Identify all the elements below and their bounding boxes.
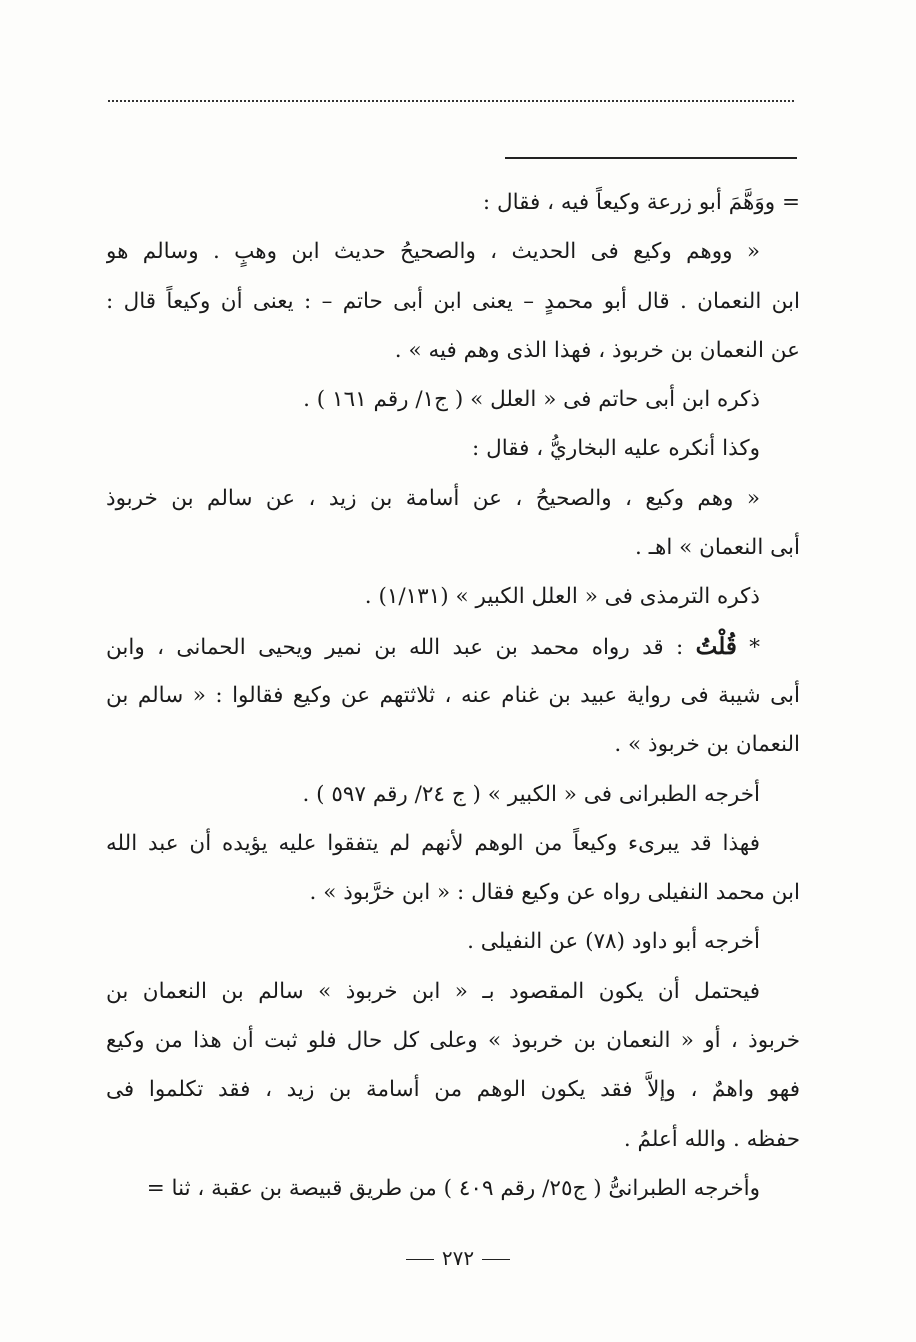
text-line-3: ابن النعمان . قال أبو محمدٍ – يعنى ابن أبى حاتم – : يعنى أن وكيعاً قال : (106, 288, 800, 314)
text-line-13: أخرجه الطبرانى فى « الكبير » ( ج ٢٤/ رقم ٥٩٧ ) . (302, 781, 760, 807)
text-line-4: عن النعمان بن خربوذ ، فهذا الذى وهم فيه » . (394, 337, 800, 363)
page-number-value: ٢٧٢ (441, 1246, 475, 1270)
text-line-7: « وهم وكيع ، والصحيحُ ، عن أسامة بن زيد ، عن سالم بن خربوذ (106, 485, 760, 511)
text-line-16: أخرجه أبو داود (٧٨) عن النفيلى . (467, 929, 760, 955)
dotted-separator (108, 100, 794, 102)
qult-rest: : قد رواه محمد بن عبد الله بن نمير ويحيى الحمانى ، وابن (106, 634, 684, 660)
page-number-dash-left (406, 1259, 434, 1260)
footnote-rule (505, 157, 797, 159)
text-line-9: ذكره الترمذى فى « العلل الكبير » (١/١٣١) . (364, 584, 760, 610)
text-line-2: « ووهم وكيع فى الحديث ، والصحيحُ حديث ابن وهبٍ . وسالم هو (106, 239, 760, 265)
qult-word: قُلْتُ (695, 632, 737, 660)
text-line-11: أبى شيبة فى رواية عبيد بن غنام عنه ، ثلاثتهم عن وكيع فقالوا : « سالم بن (106, 682, 800, 708)
qult-line (106, 622, 800, 671)
text-line-21: وأخرجه الطبرانىُّ ( ج٢٥/ رقم ٤٠٩ ) من طريق قبيصة بن عقبة ، ثنا = (146, 1175, 760, 1201)
text-line-1: = ووَهَّمَ أبو زرعة وكيعاً فيه ، فقال : (482, 190, 800, 215)
text-line-12: النعمان بن خربوذ » . (614, 732, 800, 758)
text-line-14: فهذا قد يبرىء وكيعاً من الوهم لأنهم لم يتفقوا عليه يؤيده أن عبد الله (106, 830, 760, 856)
text-line-19: فهو واهمٌ ، وإلاَّ فقد يكون الوهم من أسامة بن زيد ، فقد تكلموا فى (106, 1077, 800, 1103)
text-line-18: خربوذ ، أو « النعمان بن خربوذ » وعلى كل حال فلو ثبت أن هذا من وكيع (106, 1028, 800, 1054)
page-number-dash-right (482, 1259, 510, 1260)
text-line-6: وكذا أنكره عليه البخاريُّ ، فقال : (472, 436, 760, 462)
text-line-17: فيحتمل أن يكون المقصود بـ « ابن خربوذ » سالم بن النعمان بن (106, 978, 760, 1004)
text-line-15: ابن محمد النفيلى رواه عن وكيع فقال : « ابن خرَّبوذ » . (309, 880, 800, 906)
page-number (0, 1246, 916, 1270)
text-line-20: حفظه . والله أعلمُ . (623, 1126, 800, 1152)
text-line-5: ذكره ابن أبى حاتم فى « العلل » ( ج١/ رقم ١٦١ ) . (303, 387, 760, 413)
text-line-8: أبى النعمان » اهـ . (635, 535, 800, 561)
footnote-text (106, 178, 800, 1213)
asterisk-marker: * (749, 634, 760, 660)
